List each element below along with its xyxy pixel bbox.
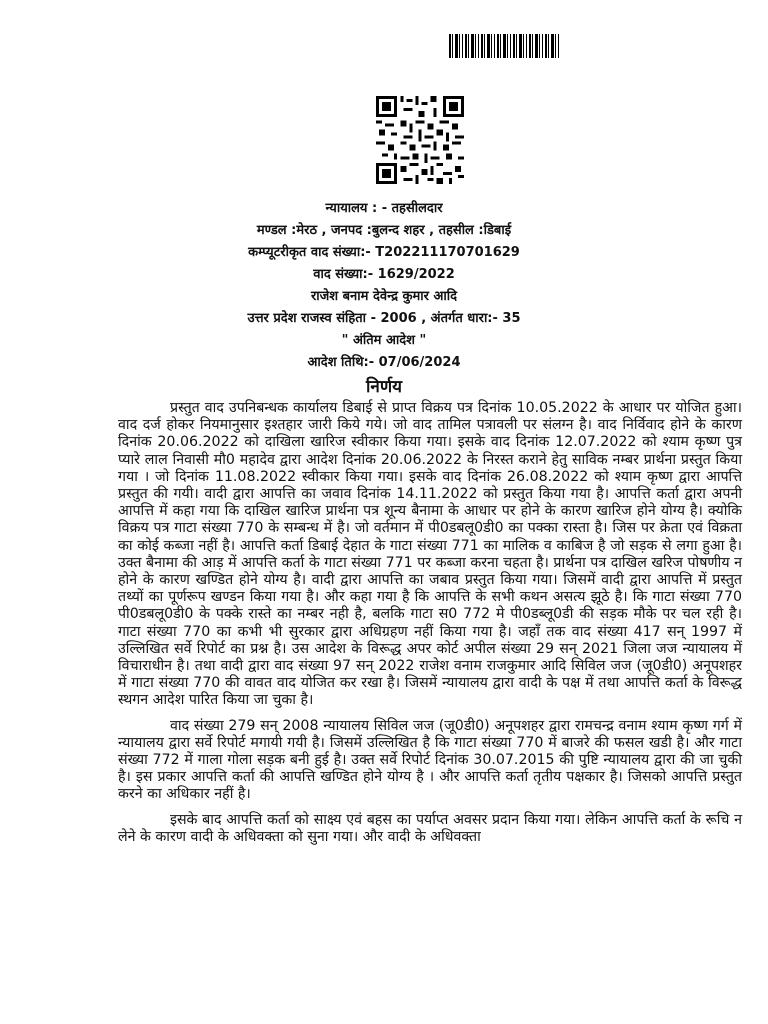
order-header <box>0 198 768 398</box>
computerized-case-number: कम्प्यूटरीकृत वाद संख्या:- T202211170701629 <box>248 245 520 260</box>
court-name: न्यायालय : - तहसीलदार <box>325 201 443 216</box>
paragraph: प्रस्तुत वाद उपनिबन्धक कार्यालय डिबाई से प्राप्त विक्रय पत्र दिनांक 10.05.2022 के आधार पर योजित हुआ। वाद दर्ज होकर नियमानुसार इश्तहार जारी किये गये। जो वाद तामिल पत्रावली पर संलग्न है। वाद निर्विवाद होने के कारण दिनांक 20.06.2022 को दाखिला खारिज स्वीकार किया गया। इसके वाद दिनांक 12.07.2022 को श्याम कृष्ण पुत्र प्यारे लाल निवासी मौ0 महादेव द्वारा आदेश दिनांक 20.06.2022 के निरस्त कराने हेतु साविक नम्बर प्रार्थना प्रस्तुत किया गया । जो दिनांक 11.08.2022 स्वीकार किया गया। इसके वाद दिनांक 26.08.2022 को श्याम कृष्ण द्वारा आपत्ति प्रस्तुत की गयी। वादी द्वारा आपत्ति का जवाव दिनांक 14.11.2022 को प्रस्तुत किया गया है। आपत्ति कर्ता द्वारा अपनी आपत्ति में कहा गया कि दाखिल खारिज प्रार्थना पत्र शून्य बैनामा के आधार पर होने के कारण खारिज होने योग्य है। क्योकि विक्रय पत्र गाटा संख्या 770 के सम्बन्ध में है। जो वर्तमान में पी0डबलू0डी0 का पक्का रास्ता है। जिस पर क्रेता एवं विक्रता का कोई कब्जा नहीं है। आपत्ति कर्ता डिबाई देहात के गाटा संख्या 771 का मालिक व काबिज है जो सड़क से लगा हुआ है। उक्त बैनामा की आड़ में आपत्ति कर्ता के गाटा संख्या 771 पर कब्जा करना चहता है। प्रार्थना पत्र दाखिल खरिज पोषणीय न होने के कारण खण्डित होने योग्य है। वादी द्वारा आपत्ति का जबाव प्रस्तुत किया गया। जिसमें वादी द्वारा आपत्ति में प्रस्तुत तथ्यों का पूर्णरूप खण्डन किया गया है। और कहा गया है कि आपत्ति के सभी कथन असत्य झूठे है। कि गाटा संख्या 770 पी0डबलू0डी0 के पक्के रास्ते का नम्बर नही है, बलकि गाटा स0 772 मे पी0डब्लू0डी की सड़क मौके पर चल रही है। गाटा संख्या 770 का कभी भी सुरकार द्वारा अधिग्रहण नहीं किया गया है। जहाँ तक वाद संख्या 417 सन् 1997 में उल्लिखित सर्वे रिपोर्ट का प्रश्न है। उस आदेश के विरूद्ध अपर कोर्ट अपील संख्या 29 सन् 2021 जिला जज न्यायालय में विचाराधीन है। तथा वादी द्वारा वाद संख्या 97 सन् 2022 राजेश वनाम राजकुमार आदि सिविल जज (जू0डी0) अनूपशहर में गाटा संख्या 770 की वावत वाद योजित कर रखा है। जिसमें न्यायालय द्वारा वादी के पक्ष में तथा आपत्ति कर्ता के विरूद्ध स्थगन आदेश पारित किया जा चुका है। <box>118 400 742 709</box>
judgment-body <box>118 400 742 850</box>
case-number: वाद संख्या:- 1629/2022 <box>313 267 455 282</box>
case-parties: राजेश बनाम देवेन्द्र कुमार आदि <box>310 289 458 304</box>
judgment-title: निर्णय <box>366 377 402 397</box>
order-date: आदेश तिथि:- 07/06/2024 <box>307 355 461 370</box>
location-line: मण्डल :मेरठ , जनपद :बुलन्द शहर , तहसील :डिबाई <box>256 223 512 238</box>
paragraph: इसके बाद आपत्ति कर्ता को साक्ष्य एवं बहस का पर्याप्त अवसर प्रदान किया गया। लेकिन आपत्ति कर्ता के रूचि न लेने के कारण वादी के अधिवक्ता को सुना गया। और वादी के अधिवक्ता <box>118 811 742 845</box>
act-section: उत्तर प्रदेश राजस्व संहिता - 2006 , अंतर्गत धारा:- 35 <box>247 311 521 326</box>
paragraph: वाद संख्या 279 सन् 2008 न्यायालय सिविल जज (जू0डी0) अनूपशहर द्वारा रामचन्द्र वनाम श्याम कृष्ण गर्ग में न्यायालय द्वारा सर्वे रिपोर्ट मगायी गयी है। जिसमें उल्लिखित है कि गाटा संख्या 770 में बाजरे की फसल खडी है। और गाटा संख्या 772 में गाला गोला सड़क बनी हुई है। उक्त सर्वे रिपोर्ट दिनांक 30.07.2015 की पुष्टि न्यायालय द्वारा की जा चुकी है। इस प्रकार आपत्ति कर्ता की आपत्ति खण्डित होने योग्य है । और आपत्ति कर्ता तृतीय पक्षकार है। जिसको आपत्ति प्रस्तुत करने का अधिकार नहीं है। <box>118 717 742 803</box>
qr-code-image <box>376 96 464 184</box>
barcode-image <box>449 34 561 58</box>
order-type: " अंतिम आदेश " <box>341 333 427 348</box>
